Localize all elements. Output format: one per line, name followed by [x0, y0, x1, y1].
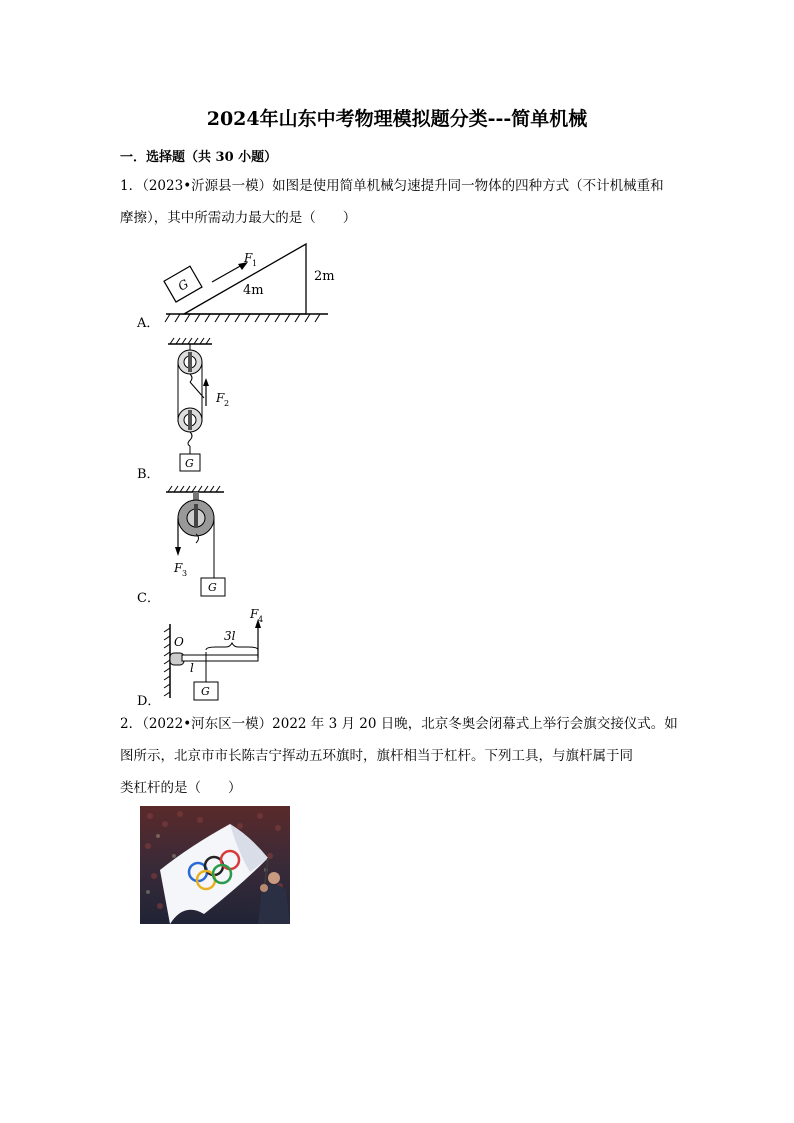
- figure-d-weight-label: G: [201, 685, 210, 698]
- figure-d-pivot-label: O: [174, 635, 184, 649]
- question-2-line-2: 图所示，北京市市长陈吉宁挥动五环旗时，旗杆相当于杠杆。下列工具，与旗杆属于同: [120, 748, 633, 764]
- figure-c-force-label: F: [174, 561, 183, 575]
- section-heading: 一．选择题（共 30 小题）: [120, 150, 278, 165]
- figure-d-force-subscript: 4: [258, 615, 264, 624]
- figure-d-force-label: F: [250, 607, 259, 621]
- figure-a-height: 2m: [314, 269, 335, 284]
- figure-a-slope-length: 4m: [243, 283, 264, 298]
- figure-d-short-arm-label: l: [190, 661, 194, 675]
- figure-a-inclined-plane: [160, 240, 340, 330]
- figure-a-force-label: F: [244, 251, 253, 265]
- figure-d-long-arm-label: 3l: [224, 629, 236, 643]
- question-1-line-1: 1．（2023•沂源县一模）如图是使用简单机械匀速提升同一物体的四种方式（不计机械重和: [120, 178, 664, 194]
- question-2-stem: [120, 708, 680, 804]
- figure-b-weight-label: G: [185, 457, 194, 470]
- question-2-line-1: 2．（2022•河东区一模）2022 年 3 月 20 日晚，北京冬奥会闭幕式上举行会旗交接仪式。如: [120, 716, 678, 732]
- figure-a-force-subscript: 1: [252, 259, 258, 268]
- page-title: 2024年山东中考物理模拟题分类---简单机械: [206, 108, 588, 130]
- figure-a-weight-label: G: [175, 276, 191, 294]
- figure-d-lever: [160, 606, 280, 702]
- olympic-flag-photo: [140, 806, 290, 924]
- figure-b-pulley-block: [160, 336, 250, 476]
- question-1-line-2: 摩擦），其中所需动力最大的是（ ）: [120, 210, 357, 226]
- option-d-label[interactable]: D．: [137, 694, 161, 709]
- option-a-label[interactable]: A．: [137, 316, 160, 331]
- option-c-label[interactable]: C．: [137, 591, 160, 606]
- figure-c-fixed-pulley: [160, 484, 260, 599]
- question-2-line-3: 类杠杆的是（ ）: [120, 780, 242, 796]
- figure-c-force-subscript: 3: [182, 569, 188, 578]
- option-b-label[interactable]: B．: [137, 467, 160, 482]
- figure-c-weight-label: G: [208, 581, 217, 594]
- figure-b-force-subscript: 2: [224, 399, 230, 408]
- question-1-stem: [120, 170, 680, 234]
- figure-b-force-label: F: [216, 391, 225, 405]
